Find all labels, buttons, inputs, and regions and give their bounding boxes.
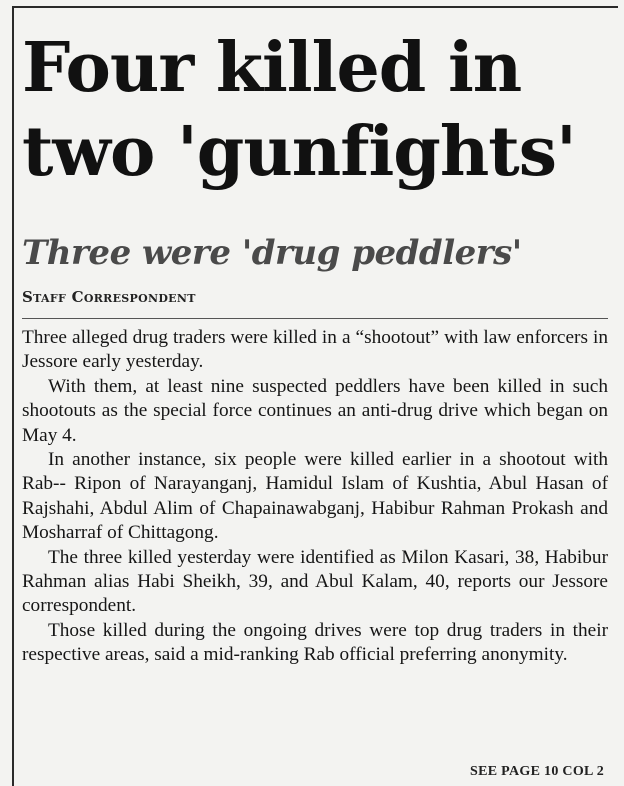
continuation-jump: SEE PAGE 10 COL 2 [470, 764, 604, 779]
paragraph-1: Three alleged drug traders were killed in a “shootout” with law enforcers in Jessore early yesterday. [22, 327, 608, 373]
top-border-rule [12, 6, 618, 8]
headline: Four killed in two 'gunfights' [22, 28, 576, 192]
left-border-rule [12, 6, 14, 786]
paragraph-4: The three killed yesterday were identified as Milon Kasari, 38, Habibur Rahman alias Habi Sheikh, 39, and Abul Kalam, 40, reports our Jessore correspondent. [22, 546, 608, 617]
byline-divider [22, 318, 608, 319]
paragraph-3: In another instance, six people were killed earlier in a shootout with Rab-- Ripon of Narayanganj, Hamidul Islam of Kushtia, Abul Hasan of Rajshahi, Abdul Alim of Chapainawabganj, Habibur Rahman Prokash and Mosharraf of Chittagong. [22, 449, 608, 544]
paragraph-2: With them, at least nine suspected peddlers have been killed in such shootouts as the special force continues an anti-drug drive which began on May 4. [22, 375, 608, 446]
byline: Staff Correspondent [22, 288, 196, 306]
article-body [22, 326, 608, 668]
paragraph-5: Those killed during the ongoing drives were top drug traders in their respective areas, said a mid-ranking Rab official preferring anonymity. [22, 619, 608, 666]
subheadline: Three were 'drug peddlers' [22, 233, 522, 273]
